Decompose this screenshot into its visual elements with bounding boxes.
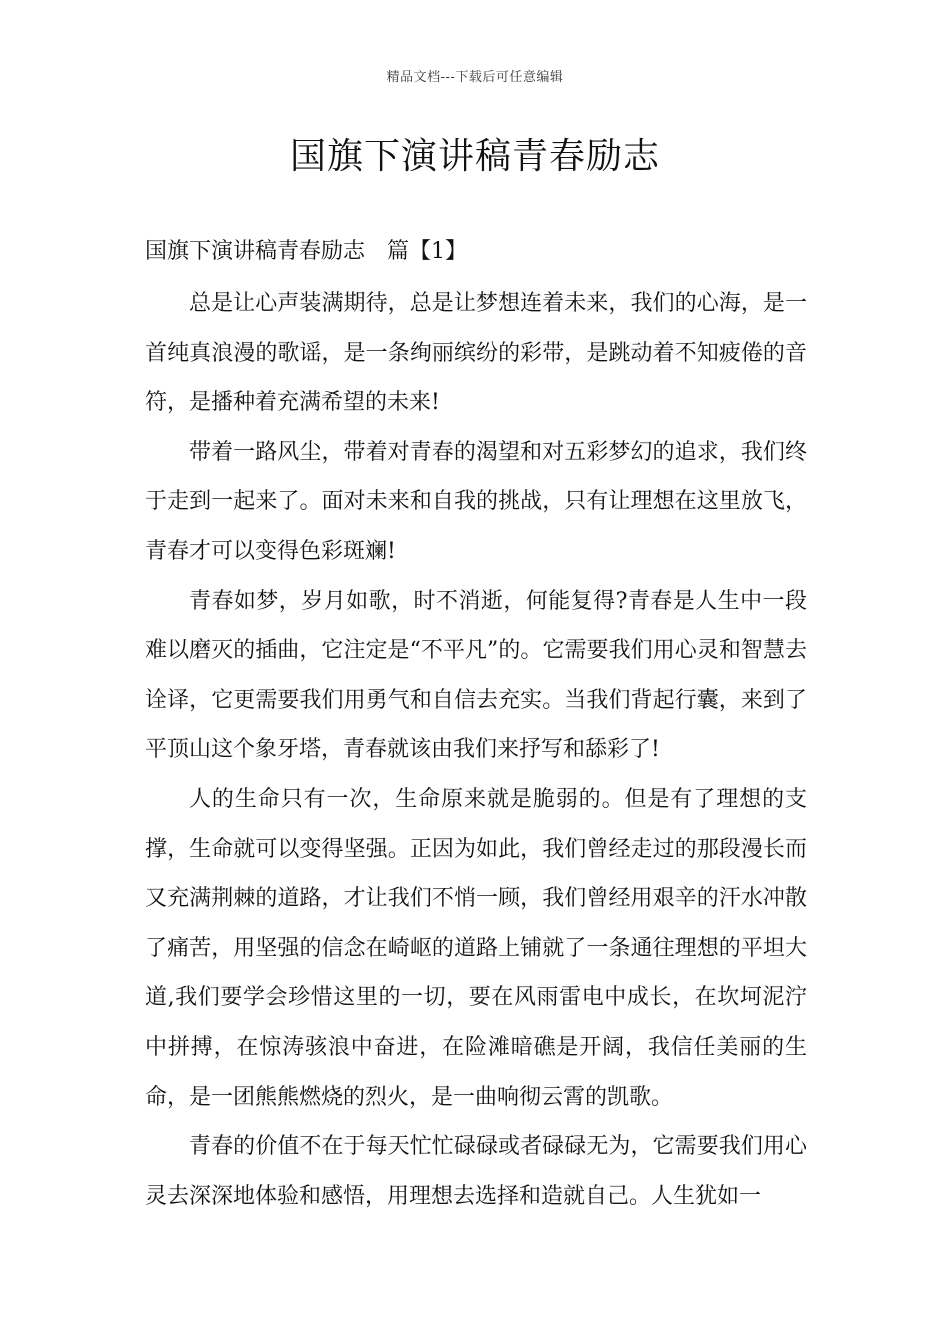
- page-header: 精品文档---下载后可任意编辑: [386, 70, 564, 85]
- paragraph: 青春如梦，岁月如歌，时不消逝，何能复得?青春是人生中一段难以磨灭的插曲，它注定是“不平凡”的。它需要我们用心灵和智慧去诠译，它更需要我们用勇气和自信去充实。当我们背起行囊，来到了平顶山这个象牙塔，青春就该由我们来抒写和舔彩了!: [145, 588, 807, 763]
- document-body: [145, 279, 807, 1221]
- document-title: 国旗下演讲稿青春励志: [289, 136, 660, 177]
- paragraph: 总是让心声装满期待，总是让梦想连着未来，我们的心海，是一首纯真浪漫的歌谣，是一条绚丽缤纷的彩带，是跳动着不知疲倦的音符，是播种着充满希望的未来!: [145, 291, 807, 416]
- paragraph: 带着一路风尘，带着对青春的渴望和对五彩梦幻的追求，我们终于走到一起来了。面对未来和自我的挑战，只有让理想在这里放飞，青春才可以变得色彩斑斓!: [145, 439, 807, 564]
- section-heading: 国旗下演讲稿青春励志 篇【1】: [145, 239, 467, 264]
- paragraph: 青春的价值不在于每天忙忙碌碌或者碌碌无为，它需要我们用心灵去深深地体验和感悟，用理想去选择和造就自己。人生犹如一: [145, 1134, 807, 1209]
- paragraph: 人的生命只有一次，生命原来就是脆弱的。但是有了理想的支撑，生命就可以变得坚强。正因为如此，我们曾经走过的那段漫长而又充满荆棘的道路，才让我们不悄一顾，我们曾经用艰辛的汗水冲散了痛苦，用坚强的信念在崎岖的道路上铺就了一条通往理想的平坦大道,我们要学会珍惜这里的一切，要在风雨雷电中成长，在坎坷泥泞中拼搏，在惊涛骇浪中奋进，在险滩暗礁是开阔，我信任美丽的生命，是一团熊熊燃烧的烈火，是一曲响彻云霄的凯歌。: [145, 786, 807, 1110]
